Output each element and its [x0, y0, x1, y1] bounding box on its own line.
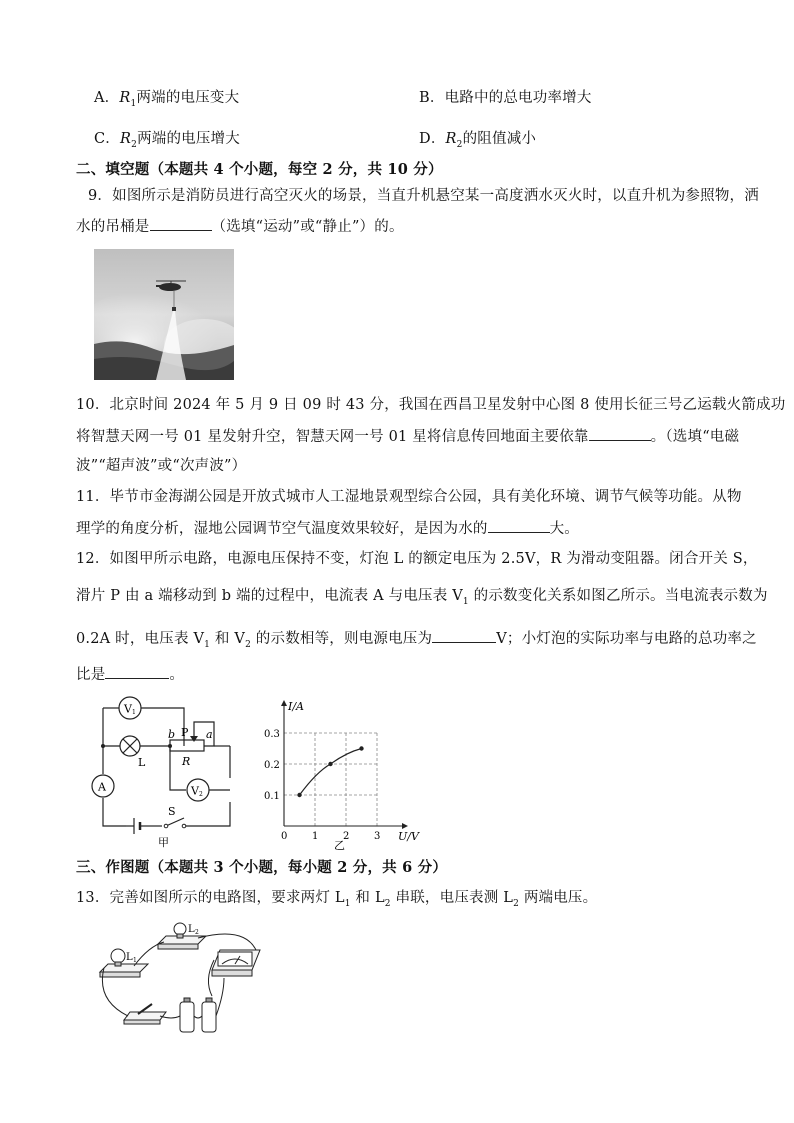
x-tick-label: 0: [281, 831, 288, 842]
iu-graph-yi: [262, 694, 422, 852]
svg-text:V: V: [191, 784, 199, 798]
x-tick-label: 3: [374, 831, 381, 842]
section-title-drawing: 三、作图题（本题共 3 个小题，每小题 2 分，共 6 分）: [76, 859, 448, 876]
q9-line1: 9．如图所示是消防员进行高空灭火的场景，当直升机悬空某一高度洒水灭火时，以直升机为参照物，洒: [88, 188, 759, 204]
svg-text:V: V: [124, 702, 132, 716]
bulb-l2-icon: [174, 923, 186, 935]
q9-line2: 水的吊桶是 （选填“运动”或“静止”）的。: [76, 216, 404, 237]
q12-line3: 0.2A 时，电压表 $V_1$ 和 $V_2$ 的示数相等，则电源电压为 V；小灯泡的实际功率与电路的总功率之: [76, 628, 757, 655]
q10-line3: 波”“超声波”或“次声波”）: [76, 458, 247, 474]
answer-blank-q12-ratio[interactable]: [105, 664, 169, 679]
answer-blank-q10[interactable]: [589, 426, 651, 441]
x-tick-label: 1: [312, 831, 319, 842]
answer-blank-q11[interactable]: [488, 518, 550, 533]
option-c: C．$R_2$两端的电压增大: [94, 131, 240, 150]
x-axis-label: U/V: [398, 830, 419, 843]
svg-text:2: 2: [195, 929, 199, 936]
answer-blank-q12-voltage[interactable]: [432, 628, 496, 643]
svg-text:L: L: [138, 756, 146, 769]
lamp-l1-base: [100, 964, 148, 972]
y-tick-label: 0.1: [264, 791, 280, 802]
y-axis-arrow: [281, 700, 287, 706]
svg-text:a: a: [206, 728, 213, 741]
x-tick-label: 2: [343, 831, 350, 842]
answer-blank-q9[interactable]: [150, 216, 212, 231]
q12-line2: 滑片 P 由 a 端移动到 b 端的过程中，电流表 A 与电压表 $V_1$ 的示数变化关系如图乙所示。当电流表示数为: [76, 588, 768, 607]
helicopter-firefighting-photo: [94, 249, 234, 380]
y-axis-label: I/A: [288, 700, 304, 713]
q10-line1: 10．北京时间 2024 年 5 月 9 日 09 时 43 分，我国在西昌卫星发射中心图 8 使用长征三号乙运载火箭成功: [76, 397, 786, 413]
bulb-l1-icon: [111, 949, 125, 963]
y-tick-label: 0.2: [264, 760, 280, 771]
svg-text:A: A: [98, 780, 106, 794]
option-b: B．电路中的总电功率增大: [419, 90, 592, 106]
data-point: [359, 746, 363, 750]
svg-text:1: 1: [133, 957, 137, 964]
q12-line4: 比是 。: [76, 664, 184, 685]
battery-1-icon: [180, 1002, 194, 1032]
data-point: [328, 762, 332, 766]
q11-line2: 理学的角度分析，湿地公园调节空气温度效果较好，是因为水的 大。: [76, 518, 579, 539]
svg-text:1: 1: [132, 709, 136, 716]
iu-curve: [300, 749, 362, 796]
circuit-svg: [86, 694, 246, 852]
x-axis-arrow: [402, 823, 408, 829]
chart-caption: 乙: [334, 839, 345, 852]
data-point: [297, 793, 301, 797]
q12-line1: 12．如图甲所示电路，电源电压保持不变，灯泡 L 的额定电压为 2.5V，R 为滑动变阻器。闭合开关 S，: [76, 551, 758, 567]
y-tick-label: 0.3: [264, 729, 280, 740]
q10-line2: 将智慧天网一号 01 星发射升空，智慧天网一号 01 星将信息传回地面主要依靠 。（选填“电磁: [76, 426, 739, 447]
section-title-fill-in: 二、填空题（本题共 4 个小题，每空 2 分，共 10 分）: [76, 161, 443, 178]
option-d: D．$R_2$的阻值减小: [419, 131, 537, 150]
circuit-diagram-jia: [86, 694, 246, 852]
battery-2-icon: [202, 1002, 216, 1032]
svg-text:R: R: [182, 755, 191, 768]
svg-text:L: L: [126, 952, 133, 963]
svg-text:b: b: [168, 728, 176, 741]
circuit-devices-figure: [94, 920, 274, 1040]
svg-text:2: 2: [199, 791, 203, 798]
q11-line1: 11．毕节市金海湖公园是开放式城市人工湿地景观型综合公园，具有美化环境、调节气候等功能。从物: [76, 489, 742, 505]
option-a: A．$R_1$两端的电压变大: [94, 90, 240, 109]
svg-text:L: L: [188, 924, 195, 935]
chart-svg: [262, 694, 422, 852]
switch-device: [124, 1012, 166, 1020]
svg-text:甲: 甲: [158, 836, 169, 849]
svg-text:S: S: [168, 805, 176, 818]
svg-text:P: P: [181, 726, 189, 739]
q13-text: 13．完善如图所示的电路图，要求两灯 $L_1$ 和 $L_2$ 串联，电压表测 $L_2$ 两端电压。: [76, 890, 598, 909]
